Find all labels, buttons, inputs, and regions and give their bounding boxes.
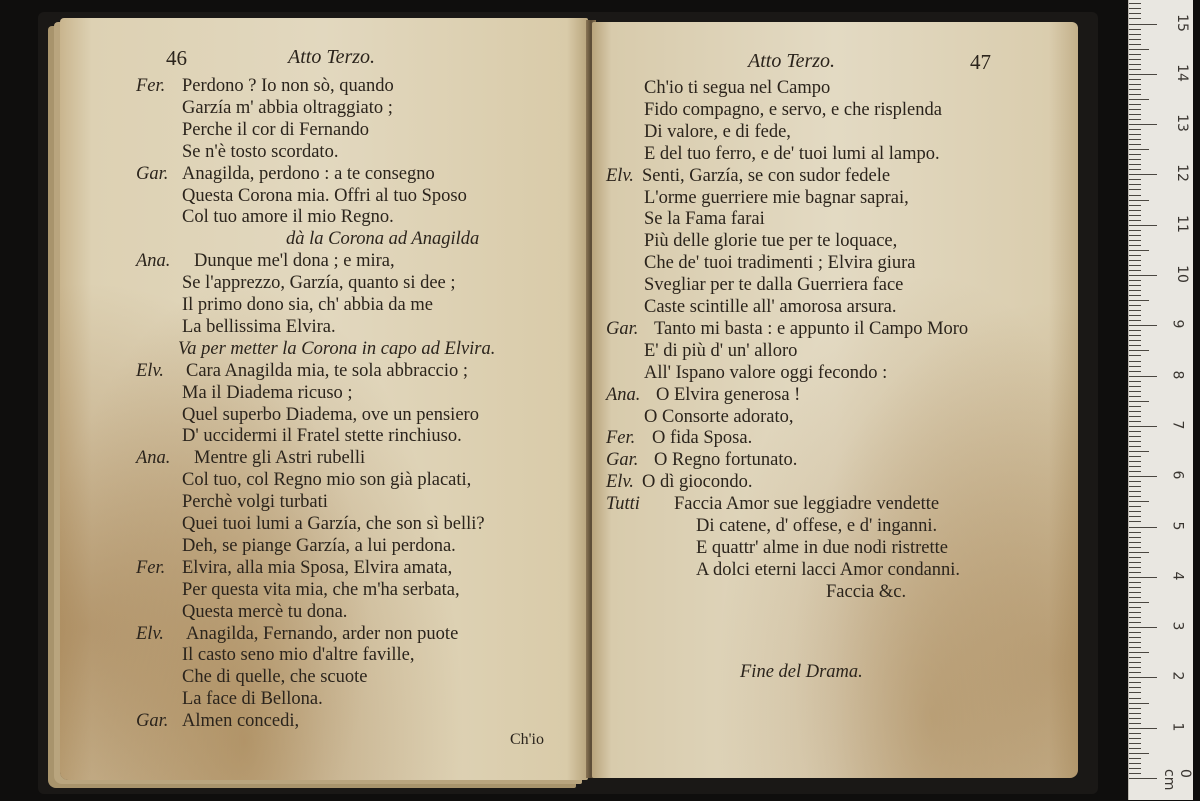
- right-page: [592, 22, 1078, 778]
- verse-line: Che de' tuoi tradimenti ; Elvira giura: [644, 253, 916, 274]
- ruler-tick: [1129, 13, 1141, 14]
- ruler-tick: [1129, 672, 1141, 673]
- verse-line: Senti, Garzía, se con sudor fedele: [642, 165, 891, 186]
- ruler-tick: [1129, 476, 1157, 477]
- stage-direction: Va per metter la Corona in capo ad Elvira.: [178, 338, 496, 359]
- ruler-tick: [1129, 44, 1141, 45]
- ruler-tick: [1129, 763, 1141, 764]
- verse-line: Fido compagno, e servo, e che risplenda: [644, 99, 942, 120]
- ruler-number: 5: [1169, 521, 1186, 530]
- measuring-ruler: [1128, 0, 1193, 800]
- ruler-tick: [1129, 320, 1141, 321]
- verse-line: Di valore, e di fede,: [644, 121, 791, 142]
- verse-line: O Elvira generosa !: [656, 384, 801, 405]
- ruler-tick: [1129, 94, 1141, 95]
- verse-line: Faccia &c.: [826, 581, 907, 602]
- ruler-tick: [1129, 139, 1141, 140]
- ruler-tick: [1129, 612, 1141, 613]
- catchword: Ch'io: [510, 731, 544, 748]
- verse-line: Ma il Diadema ricuso ;: [182, 382, 353, 403]
- ruler-tick: [1129, 335, 1141, 336]
- ruler-tick: [1129, 79, 1141, 80]
- ruler-tick: [1129, 411, 1141, 412]
- ruler-number: 4: [1169, 571, 1186, 581]
- ruler-tick: [1129, 220, 1141, 221]
- ruler-number: 1: [1169, 722, 1186, 732]
- ruler-tick: [1129, 521, 1141, 522]
- ruler-number: 11: [1173, 214, 1190, 233]
- ruler-tick: [1129, 3, 1141, 4]
- verse-line: Quel superbo Diadema, ove un pensiero: [182, 404, 479, 425]
- ruler-tick: [1129, 24, 1157, 25]
- ruler-tick: [1129, 371, 1141, 372]
- verse-line: Che di quelle, che scuote: [182, 667, 368, 688]
- verse-line: Mentre gli Astri rubelli: [194, 448, 366, 469]
- ruler-tick: [1129, 149, 1149, 150]
- ruler-tick: [1129, 260, 1141, 261]
- ruler-tick: [1129, 758, 1141, 759]
- ruler-tick: [1129, 431, 1141, 432]
- ruler-tick: [1129, 426, 1157, 427]
- ruler-tick: [1129, 154, 1141, 155]
- speaker-name: Elv.: [136, 623, 164, 644]
- verse-line: Questa mercè tu dona.: [182, 601, 348, 622]
- speaker-name: Elv.: [136, 360, 164, 381]
- ruler-tick: [1129, 376, 1157, 377]
- ruler-tick: [1129, 64, 1141, 65]
- speaker-name: Ana.: [136, 251, 171, 272]
- ruler-tick: [1129, 59, 1141, 60]
- ruler-tick: [1129, 195, 1141, 196]
- ruler-tick: [1129, 210, 1141, 211]
- verse-line: Cara Anagilda mia, te sola abbraccio ;: [186, 360, 469, 381]
- ruler-tick: [1129, 391, 1141, 392]
- ruler-tick: [1129, 516, 1141, 517]
- ruler-tick: [1129, 687, 1141, 688]
- ruler-tick: [1129, 446, 1141, 447]
- ruler-tick: [1129, 169, 1141, 170]
- verse-line: All' Ispano valore oggi fecondo :: [644, 362, 888, 383]
- ruler-tick: [1129, 647, 1141, 648]
- ruler-tick: [1129, 74, 1157, 75]
- speaker-name: Fer.: [136, 557, 166, 578]
- ruler-tick: [1129, 773, 1141, 774]
- verse-line: Anagilda, Fernando, arder non puote: [186, 623, 459, 644]
- speaker-name: Gar.: [136, 163, 169, 184]
- ruler-tick: [1129, 698, 1141, 699]
- verse-line: L'orme guerriere mie bagnar saprai,: [644, 187, 909, 208]
- verse-line: Elvira, alla mia Sposa, Elvira amata,: [182, 557, 453, 578]
- ruler-tick: [1129, 642, 1141, 643]
- ruler-tick: [1129, 607, 1141, 608]
- ruler-number: 13: [1173, 114, 1190, 133]
- ruler-tick: [1129, 225, 1157, 226]
- speaker-name: Elv.: [606, 472, 634, 493]
- ruler-tick: [1129, 270, 1141, 271]
- verse-line: Ch'io ti segua nel Campo: [644, 78, 831, 98]
- ruler-number: 14: [1173, 63, 1190, 82]
- speaker-name: Gar.: [606, 318, 639, 339]
- ruler-tick: [1129, 627, 1157, 628]
- ruler-tick: [1129, 547, 1141, 548]
- verse-line: E quattr' alme in due nodi ristrette: [696, 537, 948, 558]
- ruler-tick: [1129, 8, 1141, 9]
- verse-line: E' di più d' un' alloro: [644, 340, 798, 361]
- ruler-tick: [1129, 310, 1141, 311]
- ruler-tick: [1129, 451, 1149, 452]
- ruler-tick: [1129, 657, 1141, 658]
- verse-line: Garzía m' abbia oltraggiato ;: [182, 97, 393, 118]
- verse-line: Anagilda, perdono : a te consegno: [182, 163, 435, 184]
- running-head-right: Atto Terzo.: [748, 50, 836, 72]
- ruler-tick: [1129, 330, 1141, 331]
- verse-line: A dolci eterni lacci Amor condanni.: [696, 559, 961, 580]
- verse-line: Col tuo amore il mio Regno.: [182, 207, 394, 228]
- ruler-tick: [1129, 39, 1141, 40]
- ruler-tick: [1129, 99, 1149, 100]
- ruler-tick: [1129, 542, 1141, 543]
- ruler-tick: [1129, 240, 1141, 241]
- ruler-tick: [1129, 340, 1141, 341]
- ruler-tick: [1129, 134, 1141, 135]
- ruler-tick: [1129, 491, 1141, 492]
- verse-line: Più delle glorie tue per te loquace,: [644, 231, 898, 252]
- verse-line: O Consorte adorato,: [644, 406, 794, 427]
- ruler-tick: [1129, 406, 1141, 407]
- verse-line: Perdono ? Io non sò, quando: [182, 76, 394, 96]
- ruler-tick: [1129, 713, 1141, 714]
- speaker-name: Fer.: [136, 76, 166, 96]
- ruler-tick: [1129, 738, 1141, 739]
- ruler-tick: [1129, 682, 1141, 683]
- ruler-tick: [1129, 622, 1141, 623]
- speaker-name: Ana.: [136, 448, 171, 469]
- stage-direction: dà la Corona ad Anagilda: [286, 229, 480, 250]
- ruler-tick: [1129, 300, 1149, 301]
- ruler-tick: [1129, 723, 1141, 724]
- page-number-right: 47: [970, 50, 991, 74]
- ruler-tick: [1129, 501, 1149, 502]
- speaker-name: Ana.: [606, 384, 641, 405]
- page-number-left: 46: [166, 46, 187, 70]
- ruler-tick: [1129, 552, 1149, 553]
- ruler-tick: [1129, 164, 1141, 165]
- ruler-tick: [1129, 527, 1157, 528]
- ruler-tick: [1129, 285, 1141, 286]
- ruler-tick: [1129, 184, 1141, 185]
- ruler-tick: [1129, 114, 1141, 115]
- ruler-tick: [1129, 144, 1141, 145]
- ruler-tick: [1129, 743, 1141, 744]
- ruler-tick: [1129, 456, 1141, 457]
- ruler-tick: [1129, 69, 1141, 70]
- ending-text: Fine del Drama.: [740, 662, 863, 682]
- verse-line: Col tuo, col Regno mio son già placati,: [182, 470, 472, 491]
- ruler-tick: [1129, 361, 1141, 362]
- ruler-tick: [1129, 506, 1141, 507]
- verse-line: Svegliar per te dalla Guerriera face: [644, 275, 904, 296]
- ruler-tick: [1129, 748, 1141, 749]
- speaker-name: Elv.: [606, 165, 634, 186]
- ruler-tick: [1129, 461, 1141, 462]
- left-page: [60, 18, 588, 780]
- verse-line: O Regno fortunato.: [654, 450, 798, 471]
- ruler-tick: [1129, 290, 1141, 291]
- ruler-tick: [1129, 567, 1141, 568]
- verse-line: Il casto seno mio d'altre faville,: [182, 645, 415, 666]
- ruler-tick: [1129, 174, 1157, 175]
- ruler-tick: [1129, 718, 1141, 719]
- verse-line: Se n'è tosto scordato.: [182, 141, 339, 162]
- ruler-tick: [1129, 119, 1141, 120]
- ruler-number: 9: [1169, 319, 1186, 329]
- ruler-tick: [1129, 778, 1157, 779]
- ruler-tick: [1129, 325, 1157, 326]
- ruler-tick: [1129, 637, 1141, 638]
- ruler-number: 15: [1173, 13, 1190, 32]
- ruler-tick: [1129, 381, 1141, 382]
- verse-line: Perche il cor di Fernando: [182, 119, 369, 140]
- ruler-tick: [1129, 532, 1141, 533]
- running-head-left: Atto Terzo.: [288, 46, 376, 68]
- ruler-tick: [1129, 280, 1141, 281]
- verse-line: Di catene, d' offese, e d' inganni.: [696, 516, 938, 536]
- ruler-tick: [1129, 230, 1141, 231]
- ruler-number: 3: [1169, 621, 1186, 631]
- ruler-tick: [1129, 315, 1141, 316]
- ruler-tick: [1129, 129, 1141, 130]
- ruler-tick: [1129, 54, 1141, 55]
- ruler-tick: [1129, 179, 1141, 180]
- ruler-tick: [1129, 617, 1141, 618]
- ruler-tick: [1129, 562, 1141, 563]
- ruler-tick: [1129, 295, 1141, 296]
- ruler-tick: [1129, 733, 1141, 734]
- verse-line: Questa Corona mia. Offri al tuo Sposo: [182, 185, 467, 206]
- ruler-tick: [1129, 703, 1149, 704]
- ruler-tick: [1129, 537, 1141, 538]
- ruler-number: 6: [1169, 470, 1186, 480]
- ruler-tick: [1129, 205, 1141, 206]
- ruler-tick: [1129, 34, 1141, 35]
- ruler-tick: [1129, 557, 1141, 558]
- ruler-number: 10: [1173, 265, 1190, 283]
- verse-line: Faccia Amor sue leggiadre vendette: [674, 494, 940, 515]
- verse-line: O fida Sposa.: [652, 428, 753, 449]
- ruler-tick: [1129, 350, 1149, 351]
- verse-line: La face di Bellona.: [182, 689, 323, 710]
- verse-line: Se l'apprezzo, Garzía, quanto si dee ;: [182, 273, 456, 294]
- ruler-tick: [1129, 582, 1141, 583]
- ruler-tick: [1129, 441, 1141, 442]
- verse-line: E del tuo ferro, e de' tuoi lumi al lampo.: [644, 143, 940, 164]
- ruler-tick: [1129, 632, 1141, 633]
- ruler-tick: [1129, 89, 1141, 90]
- ruler-tick: [1129, 124, 1157, 125]
- ruler-tick: [1129, 401, 1149, 402]
- ruler-number: 0 cm: [1161, 769, 1193, 791]
- ruler-tick: [1129, 265, 1141, 266]
- ruler-tick: [1129, 436, 1141, 437]
- ruler-tick: [1129, 692, 1141, 693]
- ruler-tick: [1129, 708, 1141, 709]
- verse-line: O dì giocondo.: [642, 472, 753, 493]
- ruler-tick: [1129, 189, 1141, 190]
- ruler-tick: [1129, 386, 1141, 387]
- ruler-number: 8: [1169, 370, 1186, 380]
- verse-line: Per questa vita mia, che m'ha serbata,: [182, 579, 460, 600]
- ruler-number: 7: [1169, 420, 1186, 430]
- ruler-tick: [1129, 481, 1141, 482]
- ruler-tick: [1129, 466, 1141, 467]
- ruler-tick: [1129, 49, 1149, 50]
- ruler-tick: [1129, 602, 1149, 603]
- ruler-tick: [1129, 109, 1141, 110]
- ruler-tick: [1129, 511, 1141, 512]
- ruler-tick: [1129, 250, 1149, 251]
- ruler-tick: [1129, 768, 1141, 769]
- ruler-number: 12: [1173, 164, 1190, 183]
- ruler-tick: [1129, 652, 1149, 653]
- ruler-tick: [1129, 200, 1149, 201]
- speaker-name: Fer.: [606, 428, 636, 449]
- verse-line: Dunque me'l dona ; e mira,: [194, 251, 395, 272]
- ruler-tick: [1129, 215, 1141, 216]
- verse-line: Almen concedi,: [182, 711, 300, 732]
- ruler-number: 2: [1169, 671, 1186, 681]
- ruler-tick: [1129, 104, 1141, 105]
- ruler-tick: [1129, 471, 1141, 472]
- ruler-tick: [1129, 421, 1141, 422]
- ruler-tick: [1129, 592, 1141, 593]
- verse-line: Caste scintille all' amorosa arsura.: [644, 297, 897, 317]
- ruler-tick: [1129, 396, 1141, 397]
- ruler-tick: [1129, 486, 1141, 487]
- ruler-tick: [1129, 355, 1141, 356]
- ruler-tick: [1129, 345, 1141, 346]
- ruler-tick: [1129, 84, 1141, 85]
- ruler-tick: [1129, 275, 1157, 276]
- speaker-name: Tutti: [606, 494, 640, 515]
- verse-line: D' uccidermi il Fratel stette rinchiuso.: [182, 426, 462, 447]
- ruler-tick: [1129, 366, 1141, 367]
- ruler-tick: [1129, 597, 1141, 598]
- verse-line: Tanto mi basta : e appunto il Campo Moro: [654, 318, 969, 339]
- ruler-tick: [1129, 572, 1141, 573]
- verse-line: Deh, se piange Garzía, a lui perdona.: [182, 535, 456, 556]
- ruler-tick: [1129, 587, 1141, 588]
- ruler-tick: [1129, 245, 1141, 246]
- verse-line: Se la Fama farai: [644, 209, 765, 230]
- verse-line: Il primo dono sia, ch' abbia da me: [182, 295, 433, 315]
- ruler-tick: [1129, 159, 1141, 160]
- ruler-tick: [1129, 18, 1141, 19]
- speaker-name: Gar.: [606, 450, 639, 471]
- ruler-tick: [1129, 577, 1157, 578]
- ruler-tick: [1129, 255, 1141, 256]
- ruler-tick: [1129, 753, 1149, 754]
- speaker-name: Gar.: [136, 711, 169, 732]
- ruler-tick: [1129, 667, 1141, 668]
- ruler-tick: [1129, 235, 1141, 236]
- ruler-tick: [1129, 29, 1141, 30]
- ruler-tick: [1129, 416, 1141, 417]
- verse-line: Perchè volgi turbati: [182, 492, 328, 513]
- verse-line: La bellissima Elvira.: [182, 316, 336, 337]
- ruler-tick: [1129, 677, 1157, 678]
- ruler-tick: [1129, 662, 1141, 663]
- verse-line: Quei tuoi lumi a Garzía, che son sì belli?: [182, 514, 485, 534]
- ruler-tick: [1129, 496, 1141, 497]
- ruler-tick: [1129, 305, 1141, 306]
- ruler-tick: [1129, 728, 1157, 729]
